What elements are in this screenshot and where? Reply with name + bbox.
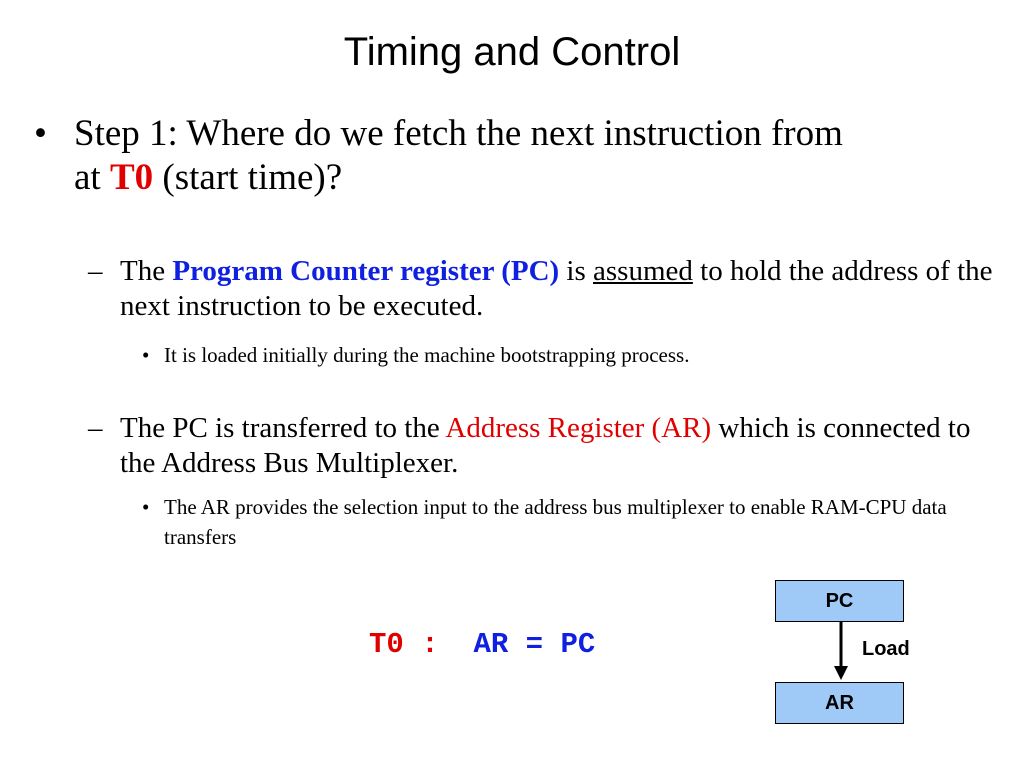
sub-bullet-ar-text [120, 411, 1008, 481]
step-1-line-1: Step 1: Where do we fetch the next instruction from [74, 113, 843, 154]
sub-bullet-ar [88, 411, 1008, 481]
assumed-underlined: assumed [593, 255, 693, 287]
step-1-line-2-prefix: at [74, 157, 110, 198]
pc-ar-diagram [775, 580, 975, 730]
detail-address-mux [142, 492, 992, 552]
dash-marker: – [88, 412, 103, 444]
detail-marker: • [142, 343, 150, 367]
ar-highlight: Address Register (AR) [445, 412, 712, 444]
equation-operation: AR = PC [473, 628, 596, 661]
register-transfer-equation [369, 626, 595, 664]
sub-bullet-pc [88, 254, 1008, 324]
ar-box: AR [775, 682, 904, 724]
ar-suffix: which is connected to the Address Bus Multiplexer. [120, 412, 971, 479]
t0-highlight: T0 [109, 157, 154, 198]
load-label: Load [862, 638, 910, 660]
bullet-step-1-text [74, 112, 994, 200]
pc-mid: is [559, 255, 594, 287]
detail-bootstrapping [142, 340, 992, 370]
ar-prefix: The PC is transferred to the [120, 412, 446, 444]
detail-bootstrapping-text: It is loaded initially during the machine bootstrapping process. [164, 343, 690, 367]
sub-bullet-pc-text [120, 254, 1008, 324]
pc-highlight: Program Counter register (PC) [172, 255, 560, 287]
pc-suffix: to hold the address of the next instruction to be executed. [120, 255, 993, 322]
bullet-marker: • [34, 113, 47, 154]
step-1-line-2-suffix: (start time)? [153, 157, 343, 198]
slide-title: Timing and Control [343, 30, 681, 74]
detail-address-mux-text: The AR provides the selection input to the address bus multiplexer to enable RAM-CPU data transfers [164, 495, 947, 549]
dash-marker: – [88, 255, 103, 287]
load-arrow-icon [831, 622, 851, 682]
equation-time: T0 : [369, 628, 439, 661]
pc-prefix: The [120, 255, 173, 287]
detail-marker: • [142, 495, 150, 519]
bullet-step-1 [34, 112, 994, 200]
pc-box: PC [775, 580, 904, 622]
